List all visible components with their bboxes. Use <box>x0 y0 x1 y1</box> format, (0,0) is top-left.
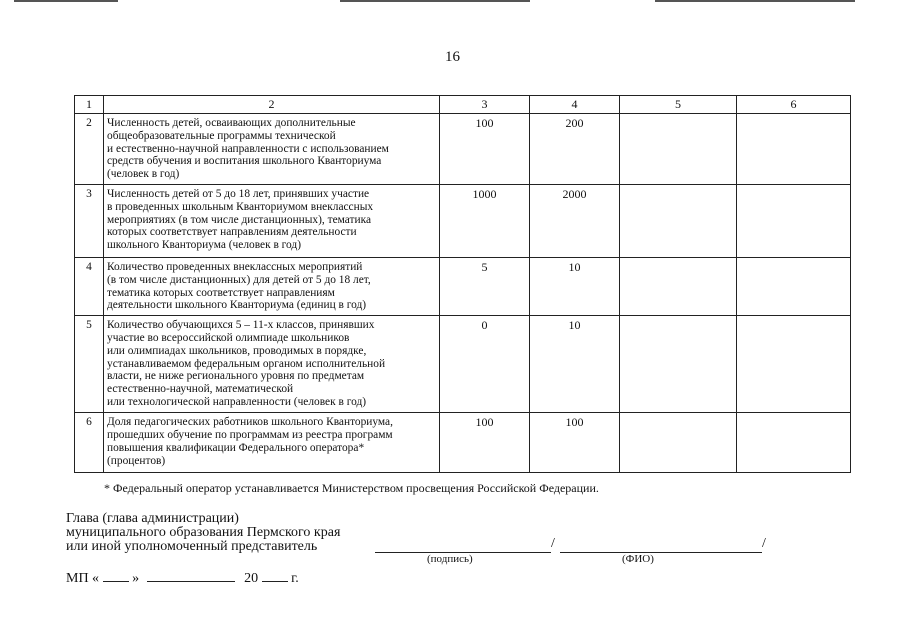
value-cell <box>620 184 737 257</box>
description-line: средств обучения и воспитания школьного Кванториума <box>107 155 382 168</box>
value-cell <box>737 257 851 315</box>
row-number: 4 <box>75 257 104 315</box>
description-line: устанавливаемом федеральным органом исполнительной <box>107 357 386 370</box>
value-cell: 200 <box>530 114 620 185</box>
description-line: деятельности школьного Кванториума (единиц в год) <box>107 299 367 312</box>
description-line: Количество проведенных внеклассных мероприятий <box>107 260 363 273</box>
table-row <box>75 316 851 413</box>
value-cell: 2000 <box>530 184 620 257</box>
signatory-title-line: муниципального образования Пермского края <box>66 525 341 540</box>
column-header: 6 <box>737 96 851 114</box>
indicator-description <box>104 257 440 315</box>
description-line: (процентов) <box>107 454 166 467</box>
description-line: в проведенных школьным Кванториумом внеклассных <box>107 200 374 213</box>
value-cell <box>620 114 737 185</box>
description-line: общеобразовательные программы технической <box>107 129 336 142</box>
description-line: тематика которых соответствует направлениям <box>107 286 335 299</box>
table-row <box>75 413 851 473</box>
table-row <box>75 184 851 257</box>
top-edge-line <box>340 0 530 2</box>
value-cell: 0 <box>440 316 530 413</box>
description-line: и естественно-научной направленности с использованием <box>107 142 389 155</box>
column-header: 1 <box>75 96 104 114</box>
value-cell: 100 <box>530 413 620 473</box>
description-line: или олимпиадах школьников, проводимых в порядке, <box>107 344 367 357</box>
column-header: 3 <box>440 96 530 114</box>
signatory-title-line: или иной уполномоченный представитель <box>66 539 318 554</box>
year-suffix: г. <box>291 571 299 586</box>
description-line: школьного Кванториума (человек в год) <box>107 239 302 252</box>
top-edge-line <box>655 0 855 2</box>
stamp-date-line <box>66 569 299 587</box>
full-name-field[interactable] <box>560 552 762 553</box>
description-line: власти, не ниже регионального уровня по предметам <box>107 370 365 383</box>
description-line: Количество обучающихся 5 – 11-х классов, принявших <box>107 319 375 332</box>
page-number: 16 <box>445 49 460 65</box>
indicators-table <box>74 95 851 473</box>
description-line: Численность детей от 5 до 18 лет, принявших участие <box>107 187 370 200</box>
description-line: или технологической направленности (человек в год) <box>107 395 367 408</box>
table-row <box>75 114 851 185</box>
signature-caption: (подпись) <box>427 553 473 565</box>
value-cell <box>737 316 851 413</box>
column-header: 4 <box>530 96 620 114</box>
value-cell: 5 <box>440 257 530 315</box>
row-number: 5 <box>75 316 104 413</box>
description-line: Численность детей, осваивающих дополнительные <box>107 117 356 129</box>
value-cell <box>737 184 851 257</box>
footnote: * Федеральный оператор устанавливается Министерством просвещения Российской Федерации. <box>104 481 599 495</box>
indicator-description <box>104 184 440 257</box>
value-cell: 100 <box>440 413 530 473</box>
row-number: 3 <box>75 184 104 257</box>
indicator-description <box>104 413 440 473</box>
value-cell <box>620 413 737 473</box>
column-header: 2 <box>104 96 440 114</box>
description-line: (человек в год) <box>107 168 180 181</box>
column-header: 5 <box>620 96 737 114</box>
full-name-caption: (ФИО) <box>622 553 654 565</box>
description-line: которых соответствует направлениям деятельности <box>107 226 357 239</box>
signatory-title-line: Глава (глава администрации) <box>66 511 239 526</box>
indicator-description <box>104 114 440 185</box>
description-line: участие во всероссийской олимпиаде школьников <box>107 331 350 344</box>
value-cell <box>620 257 737 315</box>
value-cell: 10 <box>530 316 620 413</box>
stamp-label: МП « <box>66 571 100 586</box>
month-field[interactable] <box>147 569 235 582</box>
quote-close: » <box>132 571 140 586</box>
day-field[interactable] <box>103 569 129 582</box>
description-line: повышения квалификации Федерального оператора* <box>107 441 365 454</box>
signature-separator: / <box>762 536 766 551</box>
top-edge-line <box>14 0 118 2</box>
description-line: естественно-научной, математической <box>107 383 294 396</box>
value-cell <box>737 114 851 185</box>
value-cell: 10 <box>530 257 620 315</box>
signature-separator: / <box>551 536 555 551</box>
description-line: Доля педагогических работников школьного Кванториума, <box>107 416 393 429</box>
value-cell <box>620 316 737 413</box>
row-number: 6 <box>75 413 104 473</box>
description-line: прошедших обучение по программам из реестра программ <box>107 428 393 441</box>
year-prefix: 20 <box>244 571 259 586</box>
year-field[interactable] <box>262 569 288 582</box>
table-header-row <box>75 96 851 114</box>
description-line: мероприятиях (в том числе дистанционных), тематика <box>107 213 372 226</box>
value-cell <box>737 413 851 473</box>
value-cell: 100 <box>440 114 530 185</box>
table-row <box>75 257 851 315</box>
indicator-description <box>104 316 440 413</box>
signature-block <box>66 512 340 554</box>
description-line: (в том числе дистанционных) для детей от 5 до 18 лет, <box>107 273 371 286</box>
value-cell: 1000 <box>440 184 530 257</box>
row-number: 2 <box>75 114 104 185</box>
